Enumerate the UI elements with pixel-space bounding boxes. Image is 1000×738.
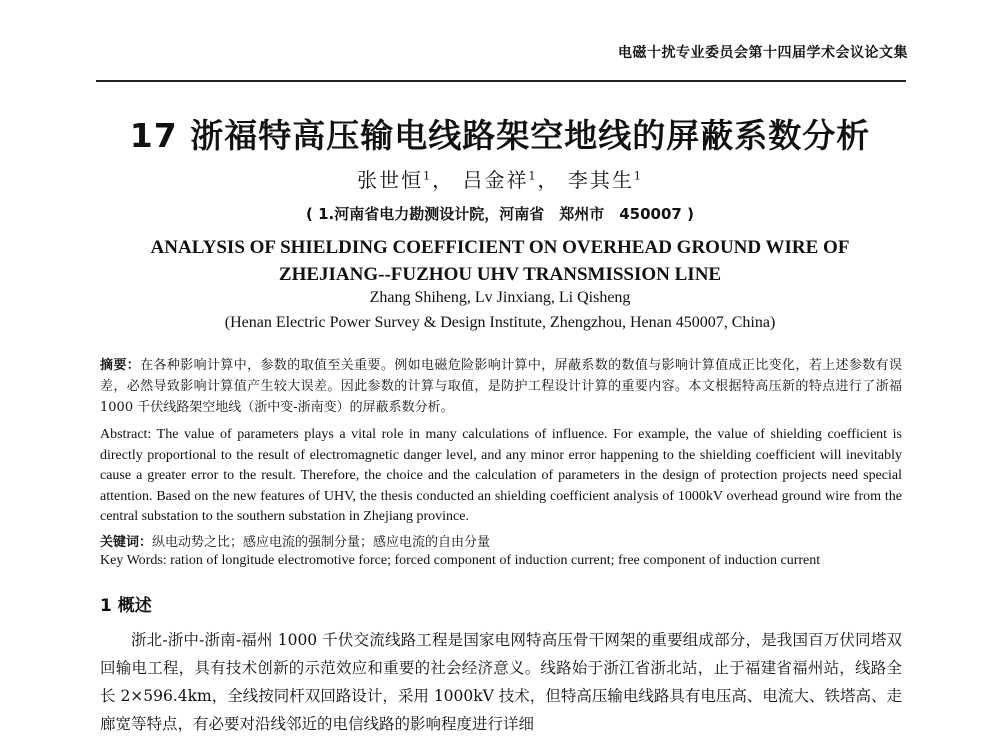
abstract-en-text: The value of parameters plays a vital role in many calculations of influence. For example, the value of shielding coefficient is directly proportional to the result of electromagnetic danger level, and any minor error happening to the shielding coefficient will inevitably cause a greater error to the result. Therefore, the choice and the calculation of parameters in the design of protection projects need special attention. Based on the new features of UHV, the thesis conducted an shielding coefficient analysis of 1000kV overhead ground wire from the central substation to the southern substation in Zhejiang province. — [100, 427, 902, 524]
author-affil-mark: 1 — [528, 169, 538, 183]
abstract-cn — [100, 355, 902, 418]
author-affil-mark: 1 — [633, 169, 643, 183]
keywords-cn-text: 纵电动势之比；感应电流的强制分量；感应电流的自由分量 — [152, 535, 491, 550]
running-header: 电磁十扰专业委员会第十四届学术会议论文集 — [618, 45, 908, 61]
author-separator: ， — [432, 168, 455, 192]
author-separator: ， — [537, 168, 560, 192]
header-rule — [96, 80, 906, 82]
abstract-cn-text: 在各种影响计算中，参数的取值至关重要。例如电磁危险影响计算中，屏蔽系数的数值与影响计算值成正比变化，若上述参数有误差，必然导致影响计算值产生较大误差。因此参数的计算与取值，是防护工程设计计算的重要内容。本文根据特高压新的特点进行了浙福 1000 千伏线路架空地线（浙中变-浙南变）的屏蔽系数分析。 — [100, 358, 902, 415]
affiliation-en: (Henan Electric Power Survey & Design Institute, Zhengzhou, Henan 450007, China) — [224, 314, 776, 331]
keywords-cn-label: 关键词： — [100, 535, 153, 550]
abstract-en-label: Abstract: — [100, 427, 152, 442]
paper-title-cn: 17 浙福特高压输电线路架空地线的屏蔽系数分析 — [129, 116, 871, 155]
title-en-line: ANALYSIS OF SHIELDING COEFFICIENT ON OVERHEAD GROUND WIRE OF — [150, 237, 850, 258]
title-en-line: ZHEJIANG--FUZHOU UHV TRANSMISSION LINE — [278, 264, 722, 285]
author-name: 李其生 — [567, 168, 634, 192]
keywords-en-text: ration of longitude electromotive force; forced component of induction current; free component of induction current — [166, 553, 821, 568]
paper-title-en — [100, 234, 900, 288]
section-heading: 1 概述 — [100, 596, 152, 616]
author-name: 张世恒 — [357, 168, 424, 192]
author-affil-mark: 1 — [423, 169, 433, 183]
authors-en: Zhang Shiheng, Lv Jinxiang, Li Qisheng — [369, 289, 631, 306]
keywords-en — [100, 553, 902, 569]
author-name: 吕金祥 — [462, 168, 529, 192]
section-body-text: 浙北-浙中-浙南-福州 1000 千伏交流线路工程是国家电网特高压骨干网架的重要组成部分，是我国百万伏同塔双回输电工程，具有技术创新的示范效应和重要的社会经济意义。线路始于浙江省浙北站，止于福建省福州站，线路全长 2×596.4km，全线按同杆双回路设计，采用 1000kV 技术，但特高压输电线路具有电压高、电流大、铁塔高、走廊宽等特点，有必要对沿线邻近的电信线路的影响程度进行详细 — [100, 631, 902, 733]
keywords-en-label: Key Words: — [100, 553, 167, 568]
keywords-cn — [100, 531, 902, 550]
abstract-en — [100, 425, 902, 528]
abstract-cn-label: 摘要： — [100, 358, 141, 373]
affiliation-cn: ( 1.河南省电力勘测设计院，河南省 郑州市 450007 ) — [306, 205, 694, 223]
authors-cn — [0, 164, 1000, 193]
